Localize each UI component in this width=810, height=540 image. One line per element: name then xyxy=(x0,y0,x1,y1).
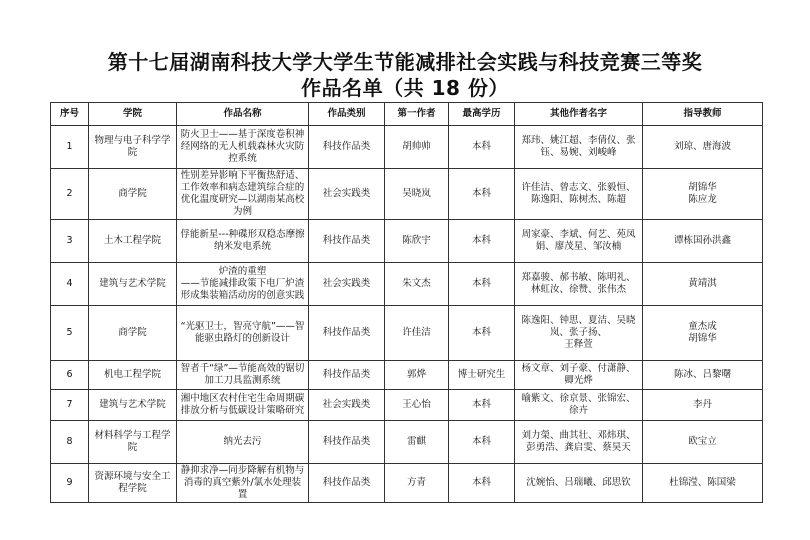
table-row xyxy=(51,169,763,220)
cell-first-author: 朱文杰 xyxy=(385,263,449,306)
cell-college: 建筑与艺术学院 xyxy=(89,390,177,421)
cell-college: 机电工程学院 xyxy=(89,361,177,390)
cell-degree: 本科 xyxy=(449,306,515,361)
cell-work: “光驱卫士，智亮守航”——智能驱虫路灯的创新设计 xyxy=(177,306,309,361)
cell-no: 6 xyxy=(51,361,89,390)
cell-first-author: 陈欣宇 xyxy=(385,220,449,263)
cell-other-authors: 许佳洁、曾志文、张毅恒、陈逸阳、陈树杰、陈超 xyxy=(515,169,643,220)
cell-no: 3 xyxy=(51,220,89,263)
cell-no: 1 xyxy=(51,126,89,169)
header-advisor: 指导教师 xyxy=(643,103,763,126)
cell-first-author: 许佳洁 xyxy=(385,306,449,361)
cell-work: 湘中地区农村住宅生命周期碳排放分析与低碳设计策略研究 xyxy=(177,390,309,421)
cell-work: 静抑求净—同步降解有机物与消毒的真空紫外/氯水处理装置 xyxy=(177,464,309,503)
cell-category: 社会实践类 xyxy=(309,169,385,220)
cell-category: 社会实践类 xyxy=(309,263,385,306)
cell-college: 商学院 xyxy=(89,169,177,220)
cell-category: 科技作品类 xyxy=(309,306,385,361)
cell-degree: 本科 xyxy=(449,263,515,306)
header-degree: 最高学历 xyxy=(449,103,515,126)
cell-degree: 本科 xyxy=(449,169,515,220)
cell-no: 9 xyxy=(51,464,89,503)
table-row xyxy=(51,126,763,169)
table-row xyxy=(51,220,763,263)
cell-work: 俘能新星---种碟形双稳态摩擦纳米发电系统 xyxy=(177,220,309,263)
header-no: 序号 xyxy=(51,103,89,126)
header-other-authors: 其他作者名字 xyxy=(515,103,643,126)
cell-first-author: 王心怡 xyxy=(385,390,449,421)
cell-college: 物理与电子科学学院 xyxy=(89,126,177,169)
table-row xyxy=(51,361,763,390)
cell-category: 科技作品类 xyxy=(309,421,385,464)
cell-first-author: 胡帅帅 xyxy=(385,126,449,169)
cell-first-author: 郭烨 xyxy=(385,361,449,390)
cell-advisor: 童杰成 胡锦华 xyxy=(643,306,763,361)
cell-no: 5 xyxy=(51,306,89,361)
page-subtitle: 作品名单（共 18 份） xyxy=(301,76,509,100)
cell-work: 防火卫士——基于深度卷积神经网络的无人机载森林火灾防控系统 xyxy=(177,126,309,169)
cell-first-author: 方青 xyxy=(385,464,449,503)
cell-degree: 本科 xyxy=(449,220,515,263)
cell-first-author: 吴晓岚 xyxy=(385,169,449,220)
cell-other-authors: 周家豪、李斌、何艺、苑凤娟、廖茂星、邹汝楠 xyxy=(515,220,643,263)
award-table xyxy=(50,102,763,503)
cell-advisor: 杜锦滢、陈国梁 xyxy=(643,464,763,503)
cell-work: 智者千“绿”—节能高效的锯切加工刀具监测系统 xyxy=(177,361,309,390)
table-row xyxy=(51,390,763,421)
cell-advisor: 陈冰、吕黎曙 xyxy=(643,361,763,390)
cell-work: 炉渣的重塑 ——节能减排政策下电厂炉渣形成集装箱活动房的创意实践 xyxy=(177,263,309,306)
cell-college: 建筑与艺术学院 xyxy=(89,263,177,306)
cell-college: 材料科学与工程学院 xyxy=(89,421,177,464)
cell-category: 科技作品类 xyxy=(309,464,385,503)
header-first-author: 第一作者 xyxy=(385,103,449,126)
header-work: 作品名称 xyxy=(177,103,309,126)
cell-college: 土木工程学院 xyxy=(89,220,177,263)
cell-category: 科技作品类 xyxy=(309,126,385,169)
cell-no: 7 xyxy=(51,390,89,421)
cell-category: 科技作品类 xyxy=(309,220,385,263)
cell-other-authors: 郑嘉骏、郝书敏、陈明礼、林虹汝、徐赞、张伟杰 xyxy=(515,263,643,306)
table-header-row xyxy=(51,103,763,126)
page-title: 第十七届湖南科技大学大学生节能减排社会实践与科技竞赛三等奖 xyxy=(107,50,703,74)
cell-other-authors: 杨文章、刘子豪、付潇静、卿光烨 xyxy=(515,361,643,390)
cell-degree: 本科 xyxy=(449,464,515,503)
table-row xyxy=(51,421,763,464)
cell-advisor: 黄靖淇 xyxy=(643,263,763,306)
cell-advisor: 谭栋国孙洪鑫 xyxy=(643,220,763,263)
cell-advisor: 刘琼、唐海波 xyxy=(643,126,763,169)
header-college: 学院 xyxy=(89,103,177,126)
cell-work: 性别差异影响下平衡热舒适、工作效率和病态建筑综合症的优化温度研究—以湖南某高校为例 xyxy=(177,169,309,220)
cell-degree: 博士研究生 xyxy=(449,361,515,390)
cell-degree: 本科 xyxy=(449,126,515,169)
cell-work: 纳光去污 xyxy=(177,421,309,464)
table-row xyxy=(51,263,763,306)
cell-other-authors: 刘力榮、曲其壮、邓炜琪、彭勇浩、龚启雯、蔡昊天 xyxy=(515,421,643,464)
cell-first-author: 雷麒 xyxy=(385,421,449,464)
cell-other-authors: 陈逸阳、钟思、夏洁、吴晓岚、张子扬、 王释萱 xyxy=(515,306,643,361)
cell-category: 科技作品类 xyxy=(309,361,385,390)
cell-degree: 本科 xyxy=(449,390,515,421)
cell-college: 商学院 xyxy=(89,306,177,361)
cell-advisor: 胡锦华 陈应龙 xyxy=(643,169,763,220)
header-category: 作品类别 xyxy=(309,103,385,126)
cell-no: 8 xyxy=(51,421,89,464)
cell-category: 社会实践类 xyxy=(309,390,385,421)
cell-advisor: 李丹 xyxy=(643,390,763,421)
table-row xyxy=(51,464,763,503)
cell-no: 2 xyxy=(51,169,89,220)
cell-other-authors: 沈婉怡、吕瑞曦、邱思钦 xyxy=(515,464,643,503)
cell-no: 4 xyxy=(51,263,89,306)
table-row xyxy=(51,306,763,361)
cell-college: 资源环境与安全工程学院 xyxy=(89,464,177,503)
cell-other-authors: 喻紫文、徐京景、张锦宏、徐卉 xyxy=(515,390,643,421)
cell-advisor: 欧宝立 xyxy=(643,421,763,464)
cell-degree: 本科 xyxy=(449,421,515,464)
cell-other-authors: 郑玮、姚江超、李倩仪、张钰、易婉、刘峻峰 xyxy=(515,126,643,169)
